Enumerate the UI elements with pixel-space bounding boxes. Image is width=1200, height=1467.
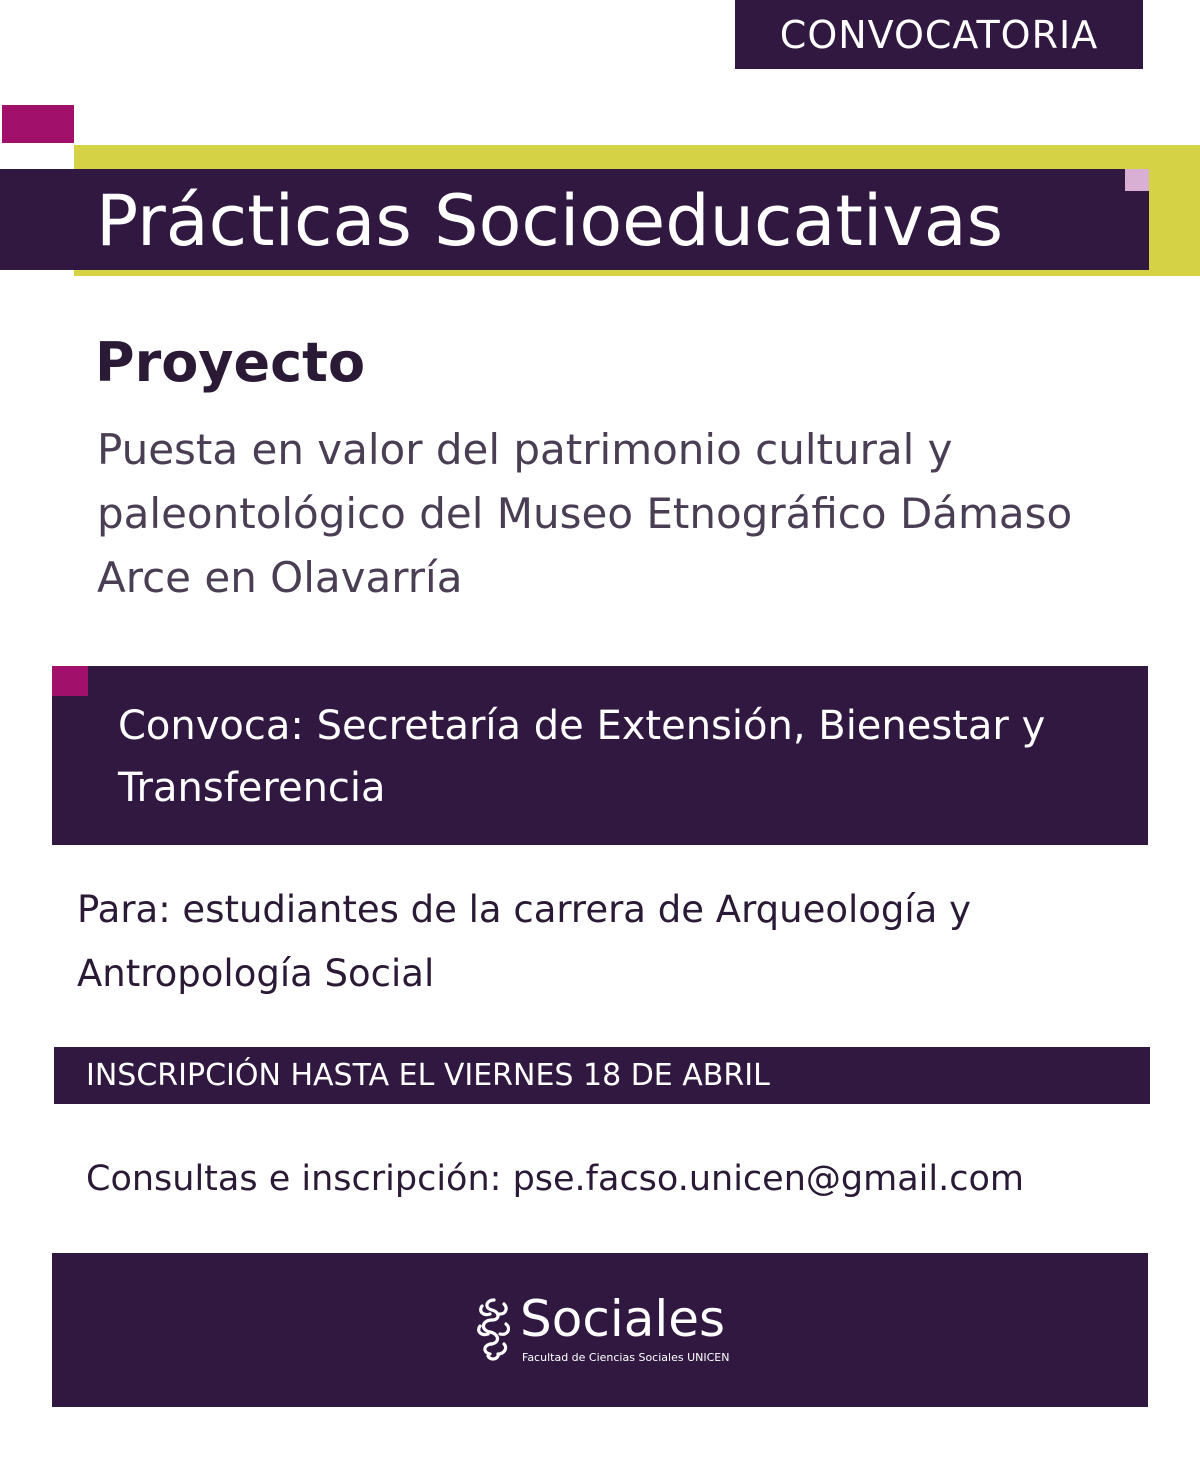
contact-text: Consultas e inscripción: pse.facso.unicen@gmail.com [86, 1159, 1024, 1199]
deadline-text: INSCRIPCIÓN HASTA EL VIERNES 18 DE ABRIL [86, 1058, 770, 1093]
deadline-bar [54, 1047, 1150, 1104]
decorative-magenta-square [2, 105, 74, 143]
project-heading: Proyecto [95, 331, 366, 394]
logo-wordmark: Sociales [520, 1290, 726, 1348]
decorative-magenta-square-small [52, 666, 88, 696]
convocatoria-tag [735, 0, 1143, 69]
audience-text: Para: estudiantes de la carrera de Arqueología y Antropología Social [77, 888, 971, 995]
sociales-emblem-icon [474, 1296, 514, 1364]
page-title: Prácticas Socioeducativas [96, 180, 1004, 262]
logo-subtitle: Facultad de Ciencias Sociales UNICEN [522, 1351, 730, 1364]
decorative-pink-square [1125, 169, 1149, 191]
project-description: Puesta en valor del patrimonio cultural y paleontológico del Museo Etnográfico Dámaso Arce en Olavarría [97, 425, 1073, 602]
convoca-text: Convoca: Secretaría de Extensión, Bienestar y Transferencia [118, 703, 1046, 811]
convocatoria-label: CONVOCATORIA [779, 12, 1099, 57]
